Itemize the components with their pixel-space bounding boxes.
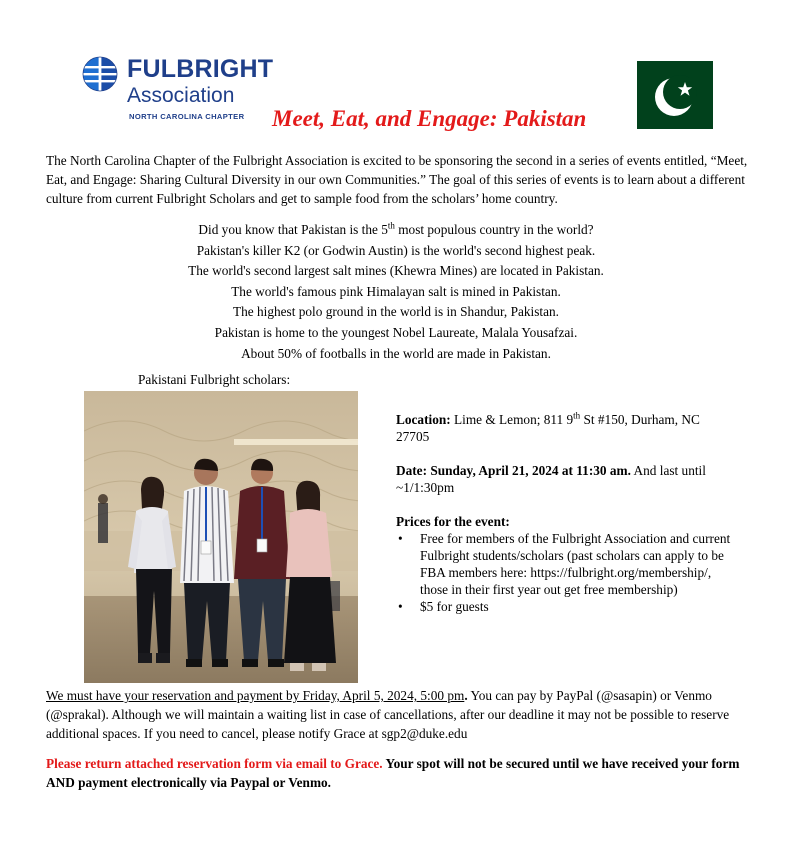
event-details	[396, 411, 736, 615]
fact-item: The world's second largest salt mines (Khewra Mines) are located in Pakistan.	[188, 263, 604, 279]
price-item: • Free for members of the Fulbright Association and current Fulbright students/scholars (past scholars can apply to be FBA members here: https://fulbright.org/membership/, those in their first year out get free membership)	[396, 530, 736, 598]
pakistan-flag-icon	[637, 61, 713, 129]
scholars-caption: Pakistani Fulbright scholars:	[138, 372, 291, 387]
reservation-paragraph: We must have your reservation and payment by Friday, April 5, 2024, 5:00 pm. You can pay by PayPal (@sasapin) or Venmo (@sprakal). Although we will maintain a waiting list in case of cancellations, after our deadline it may not be possible to reserve additional spaces. If you need to cancel, please notify Grace at sgp2@duke.edu	[46, 688, 730, 741]
logo-chapter-text: NORTH CAROLINA CHAPTER	[129, 112, 245, 121]
return-form-note: Please return attached reservation form via email to Grace. Your spot will not be secured until we have received your form AND payment electronically via Paypal or Venmo.	[46, 756, 740, 790]
reservation-deadline: We must have your reservation and payment by Friday, April 5, 2024, 5:00 pm	[46, 688, 465, 703]
page-title: Meet, Eat, and Engage: Pakistan	[272, 106, 587, 131]
fulbright-logo	[82, 54, 282, 126]
fact-item: About 50% of footballs in the world are made in Pakistan.	[241, 345, 551, 361]
location-line: Location: Lime & Lemon; 811 9th St #150, Durham, NC 27705	[396, 410, 700, 444]
prices-heading: Prices for the event:	[396, 514, 510, 529]
date-line: Date: Sunday, April 21, 2024 at 11:30 am. And last until ~1/1:30pm	[396, 463, 706, 495]
price-item: • $5 for guests	[396, 598, 736, 615]
pakistan-facts-list	[100, 220, 692, 364]
return-form-instruction: Please return attached reservation form via email to Grace.	[46, 756, 383, 771]
fact-item: Pakistan's killer K2 (or Godwin Austin) is the world's second highest peak.	[196, 242, 596, 258]
fact-item: The world's famous pink Himalayan salt is mined in Pakistan.	[231, 283, 561, 299]
intro-paragraph: The North Carolina Chapter of the Fulbright Association is excited to be sponsoring the second in a series of events entitled, “Meet, Eat, and Engage: Sharing Cultural Diversity in our own Communities.” The goal of this series of events is to learn about a different culture from current Fulbright Scholars and get to sample food from the scholars’ home country.	[46, 153, 748, 206]
globe-icon	[82, 56, 118, 92]
fact-item: Did you know that Pakistan is the 5th most populous country in the world?	[198, 220, 594, 237]
location-label: Location:	[396, 412, 451, 427]
logo-wordmark: FULBRIGHT	[127, 55, 274, 83]
date-label: Date: Sunday, April 21, 2024 at 11:30 am.	[396, 463, 631, 478]
price-list	[396, 530, 736, 615]
logo-association-text: Association	[127, 84, 235, 107]
fact-item: The highest polo ground in the world is in Shandur, Pakistan.	[233, 304, 559, 320]
fact-item: Pakistan is home to the youngest Nobel Laureate, Malala Yousafzai.	[214, 324, 578, 340]
group-photo-image	[84, 391, 358, 683]
